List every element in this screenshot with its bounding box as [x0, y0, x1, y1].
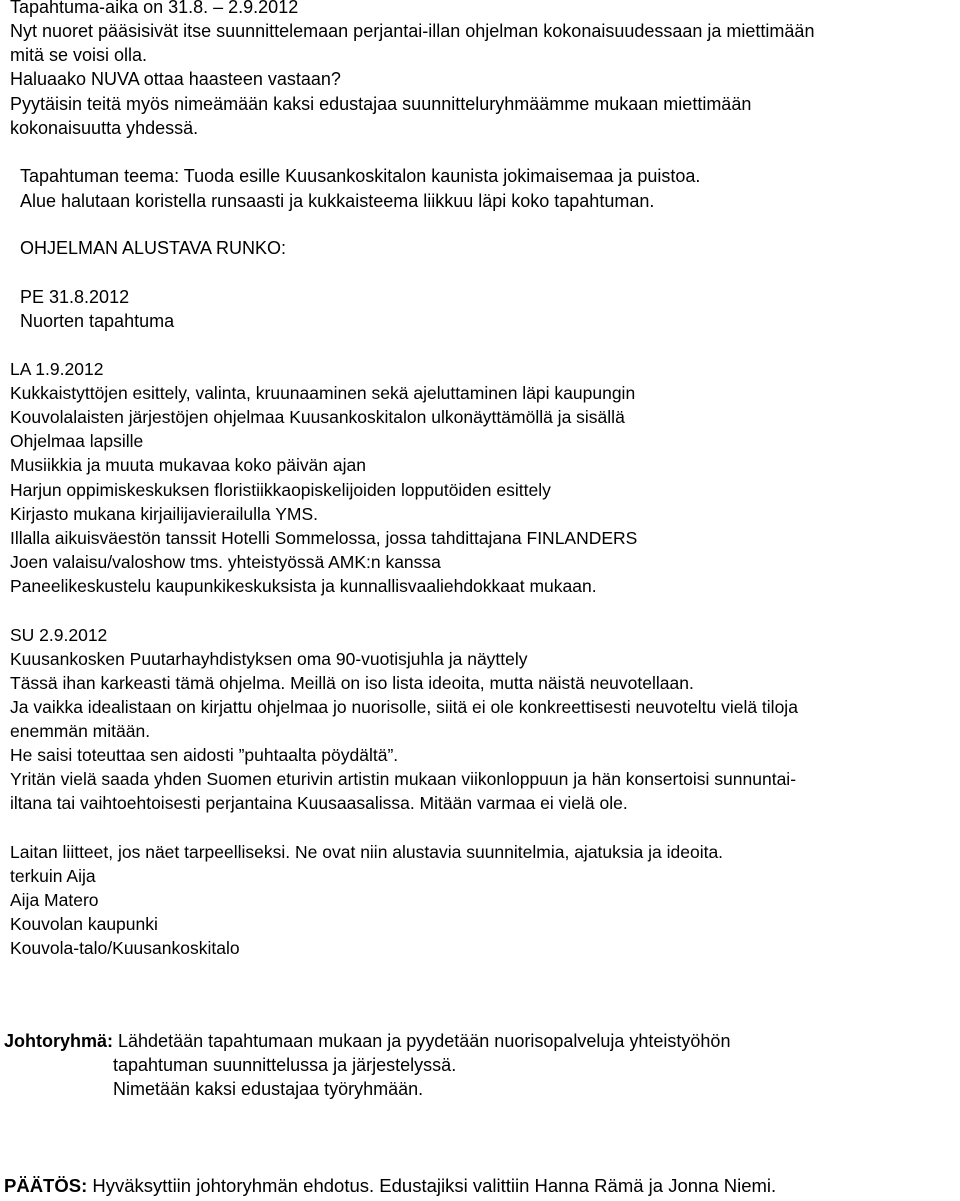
signature-unit: Kouvola-talo/Kuusankoskitalo	[10, 938, 240, 958]
decision-text: Hyväksyttiin johtoryhmän ehdotus. Edustajiksi valittiin Hanna Rämä ja Jonna Niemi.	[87, 1175, 777, 1196]
program-item: Harjun oppimiskeskuksen floristiikkaopiskelijoiden lopputöiden esittely	[10, 480, 551, 500]
program-item: enemmän mitään.	[10, 721, 151, 741]
program-item: iltana tai vaihtoehtoisesti perjantaina Kuusaasalissa. Mitään varmaa ei vielä ole.	[10, 793, 628, 813]
intro-line: Nyt nuoret pääsisivät itse suunnittelemaan perjantai-illan ohjelman kokonaisuudessaan ja miettimään	[10, 21, 815, 41]
program-item: Yritän vielä saada yhden Suomen eturivin artistin mukaan viikonloppuun ja hän konsertoisi sunnuntai-	[10, 769, 797, 789]
program-item: Kukkaistyttöjen esittely, valinta, kruunaaminen sekä ajeluttaminen läpi kaupungin	[10, 383, 636, 403]
signature-organization: Kouvolan kaupunki	[10, 914, 158, 934]
intro-line: kokonaisuutta yhdessä.	[10, 118, 199, 138]
program-heading: OHJELMAN ALUSTAVA RUNKO:	[20, 238, 287, 258]
decision-label: PÄÄTÖS:	[4, 1175, 88, 1196]
day-date: SU 2.9.2012	[10, 625, 108, 645]
event-dates: Tapahtuma-aika on 31.8. – 2.9.2012	[10, 0, 299, 17]
program-item: Musiikkia ja muuta mukavaa koko päivän ajan	[10, 455, 367, 475]
day-date: LA 1.9.2012	[10, 359, 104, 379]
program-item: Paneelikeskustelu kaupunkikeskuksista ja kunnallisvaaliehdokkaat mukaan.	[10, 576, 597, 596]
steering-label: Johtoryhmä:	[4, 1031, 114, 1051]
decision-line	[4, 1174, 776, 1198]
theme-line: Alue halutaan koristella runsaasti ja kukkaisteema liikkuu läpi koko tapahtuman.	[20, 191, 655, 211]
signature-greeting: terkuin Aija	[10, 866, 96, 886]
steering-continuation: tapahtuman suunnittelussa ja järjestelyssä.	[113, 1055, 457, 1075]
program-item: Illalla aikuisväestön tanssit Hotelli Sommelossa, jossa tahdittajana FINLANDERS	[10, 528, 638, 548]
program-item: Kuusankosken Puutarhayhdistyksen oma 90-vuotisjuhla ja näyttely	[10, 649, 528, 669]
program-item: Tässä ihan karkeasti tämä ohjelma. Meillä on iso lista ideoita, mutta näistä neuvotellaan.	[10, 673, 694, 693]
program-item: Nuorten tapahtuma	[20, 311, 175, 331]
program-item: Ohjelmaa lapsille	[10, 431, 144, 451]
signature-name: Aija Matero	[10, 890, 99, 910]
intro-line: Pyytäisin teitä myös nimeämään kaksi edustajaa suunnitteluryhmäämme mukaan miettimään	[10, 94, 752, 114]
program-item: Joen valaisu/valoshow tms. yhteistyössä AMK:n kanssa	[10, 552, 441, 572]
steering-continuation: Nimetään kaksi edustajaa työryhmään.	[113, 1079, 424, 1099]
intro-line: Haluaako NUVA ottaa haasteen vastaan?	[10, 69, 341, 89]
program-item: Kouvolalaisten järjestöjen ohjelmaa Kuusankoskitalon ulkonäyttämöllä ja sisällä	[10, 407, 625, 427]
steering-text: Lähdetään tapahtumaan mukaan ja pyydetään nuorisopalveluja yhteistyöhön	[113, 1031, 731, 1051]
program-item: Ja vaikka idealistaan on kirjattu ohjelmaa jo nuorisolle, siitä ei ole konkreettisesti neuvoteltu vielä tiloja	[10, 697, 798, 717]
program-item: Kirjasto mukana kirjailijavierailulla YMS.	[10, 504, 318, 524]
closing-line: Laitan liitteet, jos näet tarpeelliseksi. Ne ovat niin alustavia suunnitelmia, ajatuksia ja ideoita.	[10, 842, 724, 862]
day-date: PE 31.8.2012	[20, 287, 130, 307]
steering-line	[4, 1029, 730, 1053]
program-item: He saisi toteuttaa sen aidosti ”puhtaalta pöydältä”.	[10, 745, 399, 765]
intro-line: mitä se voisi olla.	[10, 45, 148, 65]
theme-line: Tapahtuman teema: Tuoda esille Kuusankoskitalon kaunista jokimaisemaa ja puistoa.	[20, 166, 701, 186]
